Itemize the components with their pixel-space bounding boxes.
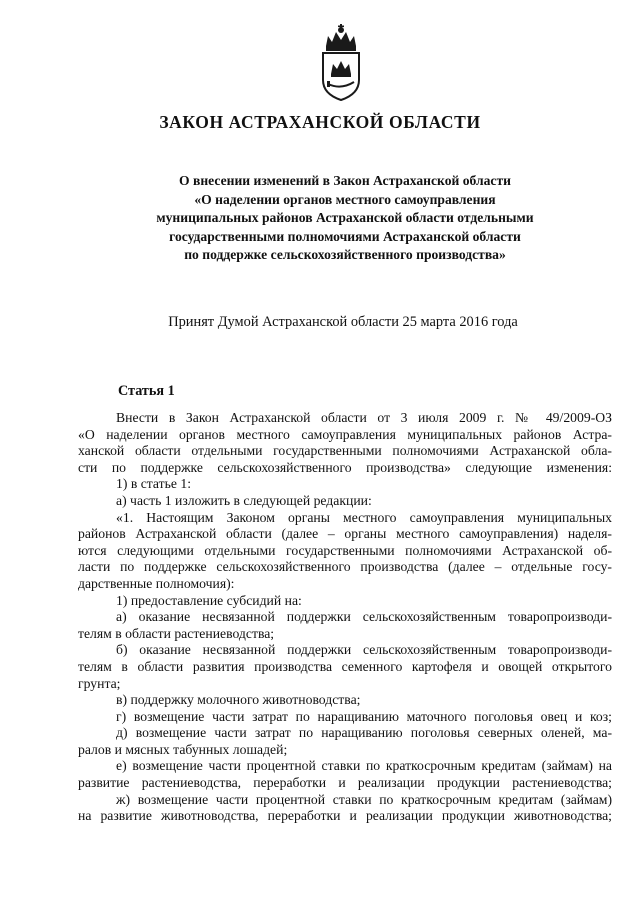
body-line: дарственные полномочия): — [78, 575, 235, 591]
body-line: 1) в статье 1: — [116, 476, 192, 492]
subtitle-line: государственными полномочиями Астраханской области — [169, 228, 521, 244]
body-line: «1. Настоящим Законом органы местного самоуправления муниципальных — [116, 509, 612, 525]
body-line: 1) предоставление субсидий на: — [116, 592, 302, 608]
body-line: ласти по поддержке сельскохозяйственного производства (далее – отдельные госу- — [78, 559, 612, 575]
subtitle-line: по поддержке сельскохозяйственного производства» — [184, 247, 506, 263]
subtitle-line: О внесении изменений в Закон Астраханской области — [179, 173, 511, 188]
body-line: «О наделении органов местного самоуправления муниципальных районов Астра- — [78, 426, 612, 442]
subtitle-line: муниципальных районов Астраханской области отдельными — [156, 210, 534, 226]
body-line: сти по поддержке сельскохозяйственного производства» следующие изменения: — [78, 459, 612, 475]
body-line: на развитие животноводства, переработки и реализации продукции животноводства; — [78, 808, 612, 824]
body-line: ралов и мясных табунных лошадей; — [78, 741, 288, 757]
law-title: ЗАКОН АСТРАХАНСКОЙ ОБЛАСТИ — [159, 112, 481, 132]
body-line: а) часть 1 изложить в следующей редакции: — [116, 492, 372, 508]
law-subtitle — [100, 172, 590, 265]
body-line: районов Астраханской области (далее – органы местного самоуправления) наделя- — [78, 526, 612, 542]
adoption-note: Принят Думой Астраханской области 25 марта 2016 года — [168, 314, 518, 330]
body-line: ются следующими отдельными государственными полномочиями Астраханской об- — [78, 542, 612, 558]
body-line: Внести в Закон Астраханской области от 3 июля 2009 г. № 49/2009-ОЗ — [116, 410, 612, 425]
subtitle-line: «О наделении органов местного самоуправления — [194, 191, 496, 207]
body-line: грунта; — [78, 675, 121, 691]
body-line: е) возмещение части процентной ставки по краткосрочным кредитам (займам) на — [116, 758, 612, 774]
body-line: г) возмещение части затрат по наращиванию маточного поголовья овец и коз; — [116, 708, 612, 724]
body-line: б) оказание несвязанной поддержки сельскохозяйственным товаропроизводи- — [116, 642, 612, 658]
body-line: развитие растениеводства, переработки и реализации продукции растениеводства; — [78, 775, 612, 791]
coat-of-arms-icon — [316, 24, 366, 102]
body-line: а) оказание несвязанной поддержки сельскохозяйственным товаропроизводи- — [116, 609, 612, 625]
body-line: в) поддержку молочного животноводства; — [116, 692, 361, 708]
body-line: д) возмещение части затрат по наращиванию поголовья северных оленей, ма- — [116, 725, 612, 741]
body-line: ж) возмещение части процентной ставки по краткосрочным кредитам (займам) — [116, 791, 612, 807]
article-body — [78, 410, 612, 825]
article-heading: Статья 1 — [118, 383, 175, 399]
body-line: телям в области растениеводства; — [78, 625, 275, 641]
body-line: телям в области развития производства семенного картофеля и овощей открытого — [78, 658, 612, 674]
body-line: ханской области отдельными государственными полномочиями Астраханской обла- — [78, 443, 612, 459]
